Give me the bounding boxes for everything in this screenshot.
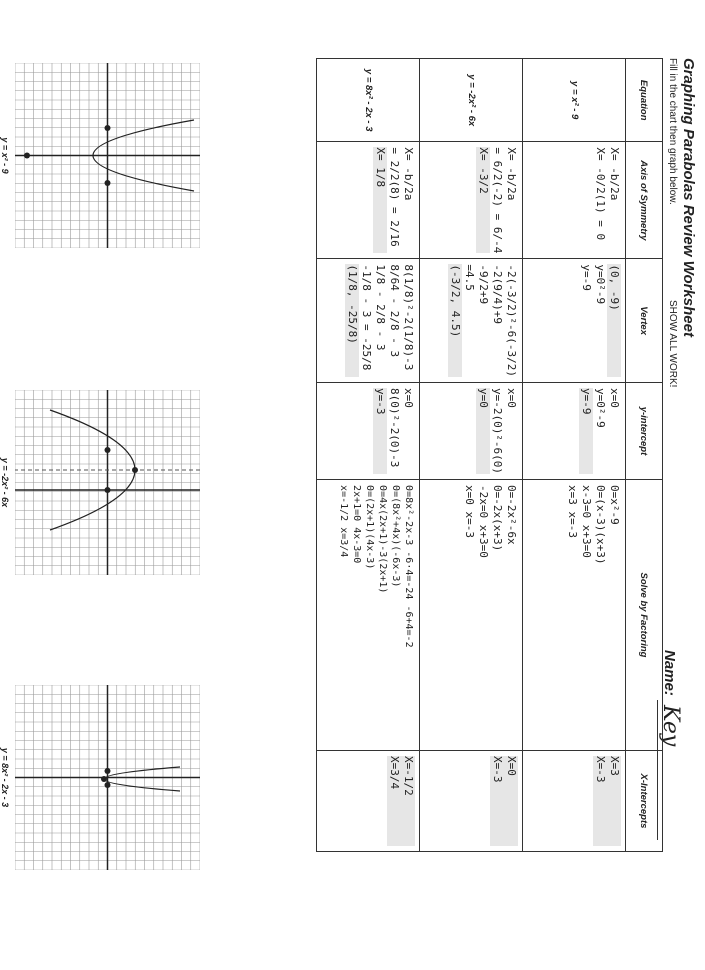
axis-cell: X= -b/2a = 2/2(8) = 2/16 X= 1/8 (317, 142, 420, 259)
table-row (420, 59, 523, 852)
vertex-point (24, 153, 30, 159)
table-row (523, 59, 626, 852)
x-intercepts-cell: X=-1/2 X=3/4 (317, 750, 420, 851)
header-vertex: Vertex (626, 259, 663, 383)
x-intercept-point (105, 125, 111, 131)
factoring-cell: 0=8x²-2x-3 -6·4=-24 -6+4=-2 0=(8x²+4x)(-6x-3) 0=4x(2x+1)-3(2x+1) 0=(2x+1)(4x-3) 2x+1=0 4x-3=0 x=-1/2 x=3/4 (317, 480, 420, 751)
worksheet-title: Graphing Parabolas Review Worksheet (680, 58, 697, 337)
x-intercept-point (105, 782, 111, 788)
x-intercept-point (105, 180, 111, 186)
parabola-curve (104, 767, 180, 791)
header-factoring: Solve by Factoring (626, 480, 663, 751)
graph-3-label: y = 8x² - 2x - 3 (0, 747, 10, 808)
table-row (317, 59, 420, 852)
vertex-cell: -2(-3/2)²-6(-3/2) -2(9/4)+9 -9/2+9 =4.5 (-3/2, 4.5) (420, 259, 523, 383)
header-y-intercept: y-intercept (626, 382, 663, 479)
y-intercept-cell: x=0 y=-2(0)²-6(0) y=0 (420, 382, 523, 479)
equation-cell: y = 8x² - 2x - 3 (317, 59, 420, 142)
graph-1 (15, 63, 200, 248)
equation-cell: y = -2x² - 6x (420, 59, 523, 142)
instructions: Fill in the chart then graph below. (667, 58, 678, 205)
graph-3 (15, 685, 200, 870)
table-header-row (626, 59, 663, 852)
graph-2 (15, 390, 200, 575)
vertex-cell: 8(1/8)²-2(1/8)-3 8/64 - 2/8 - 3 1/8 - 2/8 - 3 -1/8 - 3 = -25/8 (1/8, -25/8) (317, 259, 420, 383)
y-intercept-cell: x=0 8(0)²-2(0)-3 y=-3 (317, 382, 420, 479)
factoring-cell: 0=-2x²-6x 0=-2x(x+3) -2x=0 x+3=0 x=0 x=-3 (420, 480, 523, 751)
x-intercepts-cell: X=0 X=-3 (420, 750, 523, 851)
name-label: Name: (661, 650, 678, 696)
x-intercept-point (105, 487, 111, 493)
header-x-intercepts: X-Intercepts (626, 750, 663, 851)
factoring-cell: 0=x²-9 0=(x-3)(x+3) x-3=0 x+3=0 x=3 x=-3 (523, 480, 626, 751)
vertex-point (132, 467, 138, 473)
worksheet-table (316, 58, 663, 852)
x-intercept-point (105, 768, 111, 774)
name-value: Key (658, 705, 683, 747)
x-intercept-point (105, 447, 111, 453)
y-intercept-cell: x=0 y=0²-9 y=-9 (523, 382, 626, 479)
axis-cell: X= -b/2a = 6/2(-2) = 6/-4 X= -3/2 (420, 142, 523, 259)
equation-cell: y = x² - 9 (523, 59, 626, 142)
vertex-point (101, 776, 107, 782)
vertex-cell: (0, -9) y=0²-9 y=-9 (523, 259, 626, 383)
graph-2-label: y = -2x² - 6x (0, 457, 10, 508)
header-equation: Equation (626, 59, 663, 142)
x-intercepts-cell: X=3 X=-3 (523, 750, 626, 851)
header-axis: Axis of Symmetry (626, 142, 663, 259)
graph-1-label: y = x² - 9 (0, 137, 10, 174)
show-work-note: SHOW ALL WORK! (667, 300, 678, 388)
axis-cell: X= -b/2a X= -0/2(1) = 0 (523, 142, 626, 259)
